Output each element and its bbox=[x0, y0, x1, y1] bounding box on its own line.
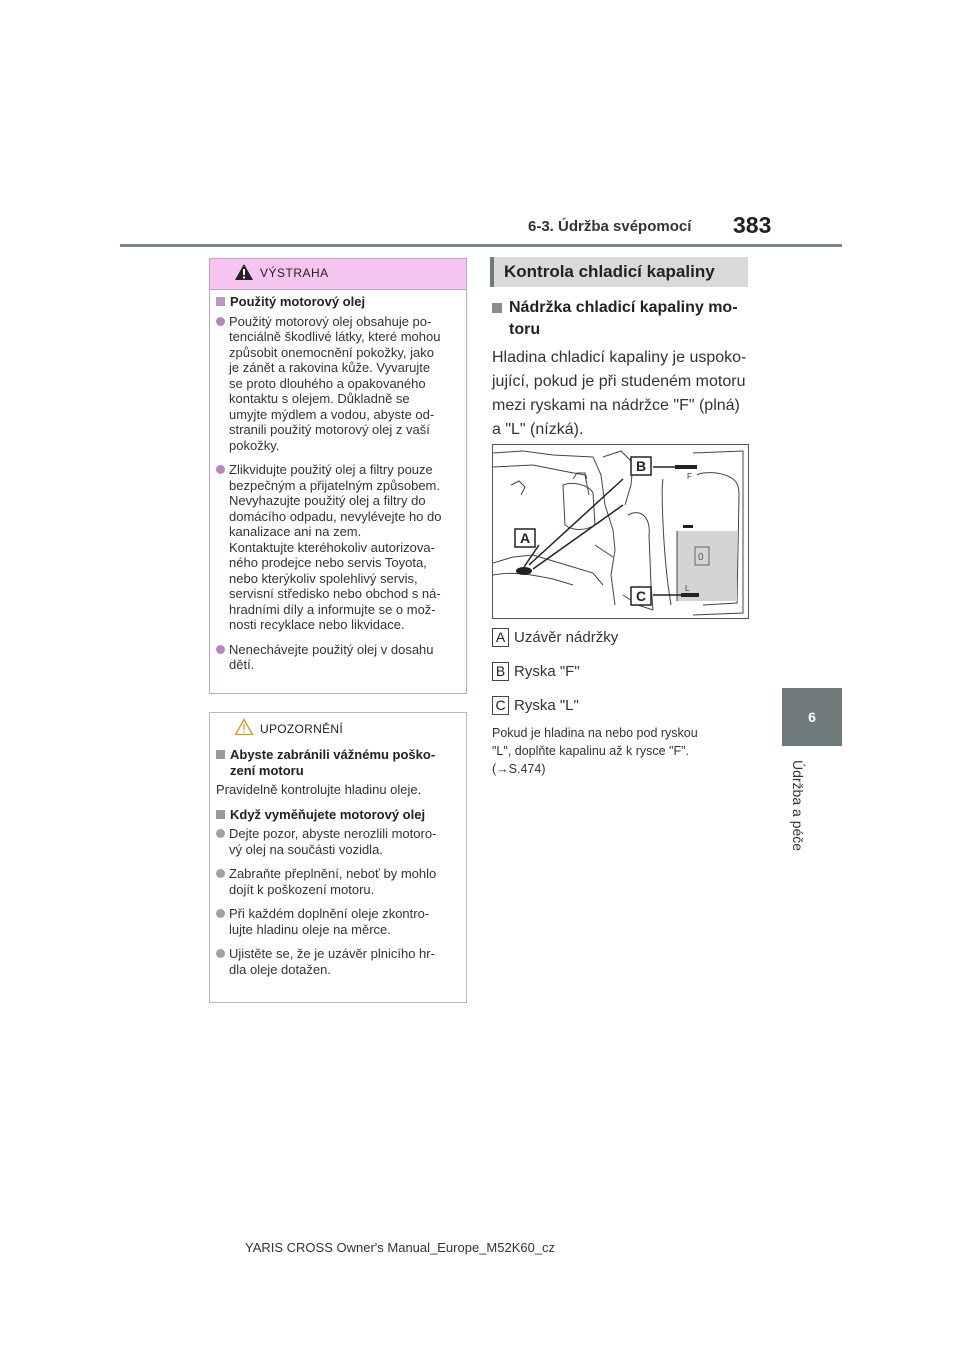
square-bullet-icon bbox=[492, 303, 502, 313]
legend-text: Ryska "L" bbox=[514, 697, 579, 714]
bullet-dot-icon bbox=[216, 317, 225, 326]
header-divider bbox=[120, 244, 842, 247]
caution-bullet: Zabraňte přeplnění, neboť by mohlo dojít k poškození motoru. bbox=[216, 866, 460, 897]
caution-section-heading: Když vyměňujete motorový olej bbox=[216, 807, 460, 823]
caution-header bbox=[210, 713, 466, 743]
coolant-reservoir-figure bbox=[492, 444, 749, 619]
caution-section-heading: Abyste zabránili vážnému poško- zení motoru bbox=[216, 747, 460, 778]
warning-bullet: Použitý motorový olej obsahuje po- tenciálně škodlivé látky, které mohou způsobit onemocnění pokožky, jako je zánět a rakovina kůže. Vyvarujte se proto dlouhého a opakovaného kontaktu s olejem. Důkladně se umyjte mýdlem a vodou, abyste od- stranili použitý motorový olej z vaší pokožky. bbox=[216, 314, 460, 454]
coolant-body-text: Hladina chladicí kapaliny je uspoko- jující, pokud je při studeném motoru mezi ryskami na nádržce "F" (plná) a "L" (nízká). bbox=[492, 349, 747, 438]
caution-triangle-icon bbox=[234, 718, 254, 736]
bullet-dot-icon bbox=[216, 465, 225, 474]
legend-letter: B bbox=[492, 662, 509, 681]
warning-section-heading: Použitý motorový olej bbox=[216, 294, 460, 310]
warning-bullet: Nenechávejte použitý olej v dosahu dětí. bbox=[216, 642, 460, 673]
figure-label-c: C bbox=[636, 588, 647, 604]
chapter-title: Údržba a péče bbox=[790, 760, 806, 852]
bullet-dot-icon bbox=[216, 909, 225, 918]
header-section-title: 6-3. Údržba svépomocí bbox=[528, 218, 692, 235]
square-bullet-icon bbox=[216, 810, 225, 819]
figure-label-a: A bbox=[520, 530, 531, 546]
warning-bullet: Zlikvidujte použitý olej a filtry pouze bezpečným a přijatelným způsobem. Nevyhazujte použitý olej a filtry do domácího odpadu, nevylévejte ho do kanalizace ani na zem. Kontaktujte kteréhokoliv autorizova- ného prodejce nebo servis Toyota, nebo kterýkoliv spolehlivý servis, servisní středisko nebo obchod s ná- hradními díly a informujte se o mož- nosti recyklace nebo likvidace. bbox=[216, 462, 460, 633]
caution-label: UPOZORNĚNÍ bbox=[260, 722, 344, 736]
legend-text: Uzávěr nádržky bbox=[514, 629, 619, 646]
figure-mark-f: F bbox=[687, 472, 692, 481]
caution-bullet: Ujistěte se, že je uzávěr plnicího hr- dla oleje dotažen. bbox=[216, 946, 460, 977]
legend-letter: A bbox=[492, 628, 509, 647]
bullet-dot-icon bbox=[216, 869, 225, 878]
section-title: Kontrola chladicí kapaliny bbox=[504, 262, 715, 281]
warning-box bbox=[209, 258, 467, 694]
legend-text: Ryska "F" bbox=[514, 663, 580, 680]
warning-header bbox=[210, 259, 466, 290]
legend-item-b bbox=[492, 662, 580, 681]
caution-box bbox=[209, 712, 467, 1003]
caution-paragraph: Pravidelně kontrolujte hladinu oleje. bbox=[216, 782, 422, 797]
figure-gauge-zero: 0 bbox=[698, 552, 704, 563]
page-number: 383 bbox=[733, 212, 772, 238]
legend-letter: C bbox=[492, 696, 509, 715]
square-bullet-icon bbox=[216, 750, 225, 759]
subsection-heading: Nádržka chladicí kapaliny mo- toru bbox=[492, 297, 754, 341]
bullet-dot-icon bbox=[216, 829, 225, 838]
chapter-tab: 6 bbox=[782, 688, 842, 746]
square-bullet-icon bbox=[216, 297, 225, 306]
warning-label: VÝSTRAHA bbox=[260, 266, 329, 280]
caution-bullet: Při každém doplnění oleje zkontro- lujte hladinu oleje na měrce. bbox=[216, 906, 460, 937]
footer-manual-id: YARIS CROSS Owner's Manual_Europe_M52K60_cz bbox=[245, 1240, 556, 1255]
figure-mark-l: L bbox=[685, 584, 690, 593]
legend-item-a bbox=[492, 628, 618, 647]
warning-triangle-icon bbox=[234, 263, 254, 281]
caution-bullet: Dejte pozor, abyste nerozlili motoro- vý olej na součásti vozidla. bbox=[216, 826, 460, 857]
figure-label-b: B bbox=[636, 458, 647, 474]
bullet-dot-icon bbox=[216, 949, 225, 958]
bullet-dot-icon bbox=[216, 645, 225, 654]
coolant-reservoir-illustration bbox=[493, 445, 748, 618]
coolant-note: Pokud je hladina na nebo pod ryskou "L", doplňte kapalinu až k rysce "F". (→S.474) bbox=[492, 726, 698, 776]
legend-item-c bbox=[492, 696, 579, 715]
section-title-bar bbox=[490, 257, 748, 287]
